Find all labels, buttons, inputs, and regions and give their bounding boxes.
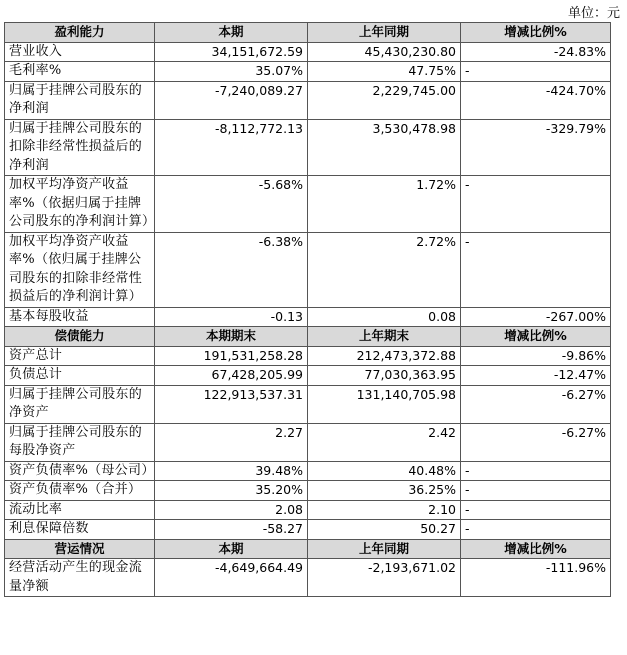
table-row	[5, 232, 611, 307]
table-row	[5, 62, 611, 82]
table-row	[5, 559, 611, 597]
previous-value: 2,229,745.00	[308, 81, 461, 119]
row-label: 归属于挂牌公司股东的净资产	[5, 385, 155, 423]
row-label: 加权平均净资产收益率%（依据归属于挂牌公司股东的净利润计算）	[5, 176, 155, 233]
section-header-row	[5, 539, 611, 559]
current-value: 67,428,205.99	[155, 366, 308, 386]
change-percent: -	[461, 232, 611, 307]
row-label: 归属于挂牌公司股东的扣除非经常性损益后的净利润	[5, 119, 155, 176]
change-percent: -	[461, 62, 611, 82]
table-row	[5, 42, 611, 62]
table-row	[5, 520, 611, 540]
row-label: 毛利率%	[5, 62, 155, 82]
change-percent: -	[461, 500, 611, 520]
change-percent: -424.70%	[461, 81, 611, 119]
previous-value: 45,430,230.80	[308, 42, 461, 62]
previous-value: 131,140,705.98	[308, 385, 461, 423]
table-row	[5, 176, 611, 233]
previous-value: 36.25%	[308, 481, 461, 501]
previous-value: 2.72%	[308, 232, 461, 307]
previous-value: 0.08	[308, 307, 461, 327]
row-label: 负债总计	[5, 366, 155, 386]
change-percent: -329.79%	[461, 119, 611, 176]
previous-value: 47.75%	[308, 62, 461, 82]
table-row	[5, 119, 611, 176]
section-title: 盈利能力	[5, 23, 155, 43]
table-row	[5, 385, 611, 423]
current-value: 122,913,537.31	[155, 385, 308, 423]
section-header-row	[5, 327, 611, 347]
column-header: 本期期末	[155, 327, 308, 347]
row-label: 资产总计	[5, 346, 155, 366]
section-header-row	[5, 23, 611, 43]
financial-indicators-table	[4, 22, 611, 597]
column-header: 增减比例%	[461, 23, 611, 43]
change-percent: -12.47%	[461, 366, 611, 386]
change-percent: -	[461, 461, 611, 481]
change-percent: -6.27%	[461, 385, 611, 423]
previous-value: -2,193,671.02	[308, 559, 461, 597]
change-percent: -	[461, 481, 611, 501]
row-label: 归属于挂牌公司股东的净利润	[5, 81, 155, 119]
table-row	[5, 307, 611, 327]
current-value: -7,240,089.27	[155, 81, 308, 119]
column-header: 增减比例%	[461, 327, 611, 347]
previous-value: 77,030,363.95	[308, 366, 461, 386]
current-value: 35.20%	[155, 481, 308, 501]
change-percent: -	[461, 520, 611, 540]
row-label: 经营活动产生的现金流量净额	[5, 559, 155, 597]
row-label: 利息保障倍数	[5, 520, 155, 540]
change-percent: -	[461, 176, 611, 233]
current-value: 34,151,672.59	[155, 42, 308, 62]
column-header: 上年同期	[308, 23, 461, 43]
previous-value: 2.42	[308, 423, 461, 461]
row-label: 资产负债率%（母公司）	[5, 461, 155, 481]
current-value: 35.07%	[155, 62, 308, 82]
change-percent: -24.83%	[461, 42, 611, 62]
current-value: 39.48%	[155, 461, 308, 481]
current-value: -5.68%	[155, 176, 308, 233]
unit-label: 单位：元	[567, 6, 620, 21]
table-row	[5, 366, 611, 386]
row-label: 资产负债率%（合并）	[5, 481, 155, 501]
previous-value: 40.48%	[308, 461, 461, 481]
column-header: 增减比例%	[461, 539, 611, 559]
column-header: 本期	[155, 23, 308, 43]
row-label: 基本每股收益	[5, 307, 155, 327]
current-value: 191,531,258.28	[155, 346, 308, 366]
column-header: 上年期末	[308, 327, 461, 347]
column-header: 上年同期	[308, 539, 461, 559]
current-value: -4,649,664.49	[155, 559, 308, 597]
change-percent: -267.00%	[461, 307, 611, 327]
table-row	[5, 346, 611, 366]
previous-value: 3,530,478.98	[308, 119, 461, 176]
section-title: 营运情况	[5, 539, 155, 559]
table-row	[5, 461, 611, 481]
table-row	[5, 500, 611, 520]
table-row	[5, 481, 611, 501]
current-value: 2.08	[155, 500, 308, 520]
current-value: -58.27	[155, 520, 308, 540]
previous-value: 212,473,372.88	[308, 346, 461, 366]
previous-value: 2.10	[308, 500, 461, 520]
change-percent: -111.96%	[461, 559, 611, 597]
current-value: -8,112,772.13	[155, 119, 308, 176]
row-label: 营业收入	[5, 42, 155, 62]
previous-value: 1.72%	[308, 176, 461, 233]
table-row	[5, 81, 611, 119]
column-header: 本期	[155, 539, 308, 559]
row-label: 归属于挂牌公司股东的每股净资产	[5, 423, 155, 461]
row-label: 流动比率	[5, 500, 155, 520]
section-title: 偿债能力	[5, 327, 155, 347]
change-percent: -6.27%	[461, 423, 611, 461]
current-value: -0.13	[155, 307, 308, 327]
current-value: 2.27	[155, 423, 308, 461]
table-row	[5, 423, 611, 461]
previous-value: 50.27	[308, 520, 461, 540]
change-percent: -9.86%	[461, 346, 611, 366]
current-value: -6.38%	[155, 232, 308, 307]
row-label: 加权平均净资产收益率%（依归属于挂牌公司股东的扣除非经常性损益后的净利润计算）	[5, 232, 155, 307]
